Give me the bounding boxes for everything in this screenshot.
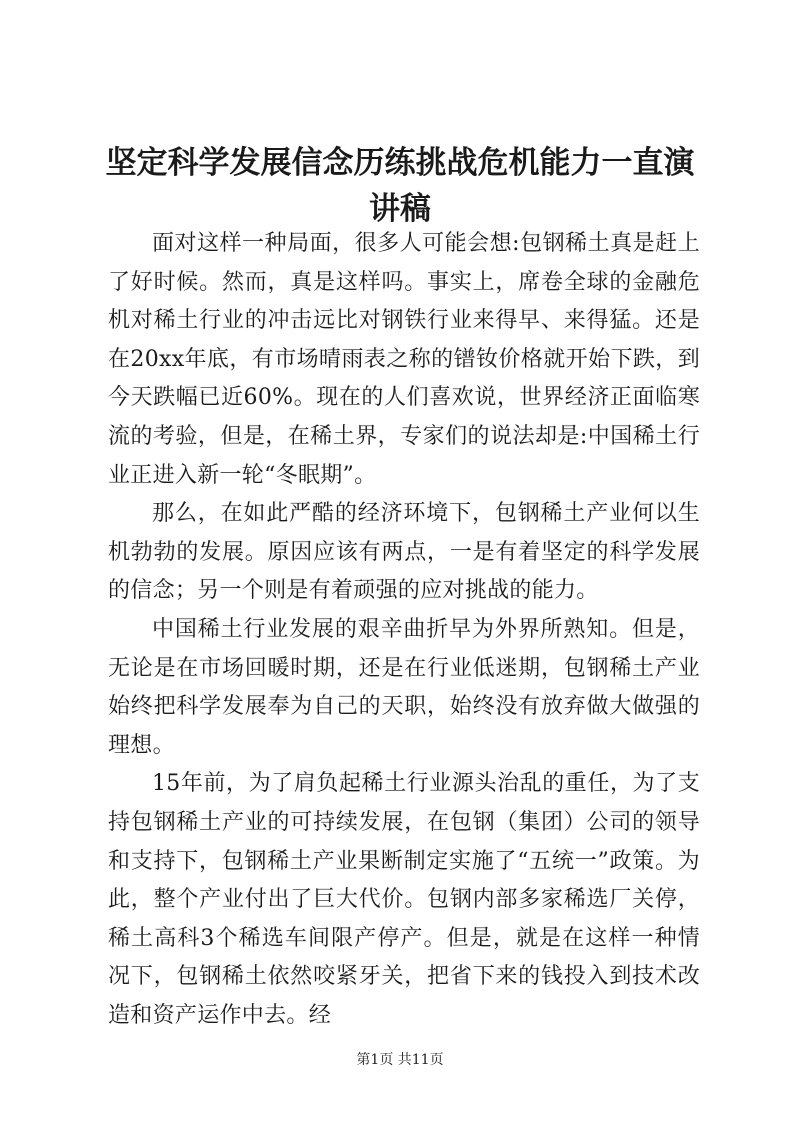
document-title: 坚定科学发展信念历练挑战危机能力一直演讲稿: [105, 145, 695, 227]
paragraph: 那么，在如此严酷的经济环境下，包钢稀土产业何以生机勃勃的发展。原因应该有两点，一是有着坚定的科学发展的信念；另一个则是有着顽强的应对挑战的能力。: [108, 501, 700, 604]
paragraph: 中国稀土行业发展的艰辛曲折早为外界所熟知。但是，无论是在市场回暖时期，还是在行业低迷期，包钢稀土产业始终把科学发展奉为自己的天职，始终没有放弃做大做强的理想。: [108, 616, 700, 758]
paragraph: 面对这样一种局面，很多人可能会想:包钢稀土真是赶上了好时候。然而，真是这样吗。事实上，席卷全球的金融危机对稀土行业的冲击远比对钢铁行业来得早、来得猛。还是在20xx年底，有市场晴雨表之称的镨钕价格就开始下跌，到今天跌幅已近60%。现在的人们喜欢说，世界经济正面临寒流的考验，但是，在稀土界，专家们的说法却是:中国稀土行业正进入新一轮“冬眠期”。: [108, 231, 700, 488]
paragraph: 15年前，为了肩负起稀土行业源头治乱的重任，为了支持包钢稀土产业的可持续发展，在包钢（集团）公司的领导和支持下，包钢稀土产业果断制定实施了“五统一”政策。为此，整个产业付出了巨大代价。包钢内部多家稀选厂关停，稀土高科3个稀选车间限产停产。但是，就是在这样一种情况下，包钢稀土依然咬紧牙关，把省下来的钱投入到技术改造和资产运作中去。经: [108, 771, 700, 1028]
document-body: [108, 225, 700, 1035]
page-number-footer: 第1页 共11页: [356, 1052, 444, 1068]
